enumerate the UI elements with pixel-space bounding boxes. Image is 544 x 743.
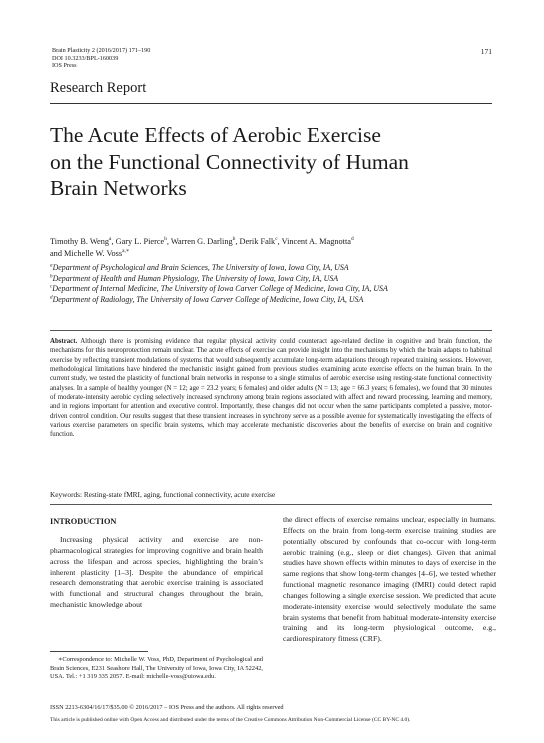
title-line: Brain Networks xyxy=(50,176,187,200)
author-name: , Vincent A. Magnotta xyxy=(277,237,351,246)
affiliation: $^a$Department of Psychological and Brain Sciences, The University of Iowa, Iowa City, IA, USA xyxy=(50,262,349,272)
keywords: Keywords: Resting-state fMRI, aging, functional connectivity, acute exercise xyxy=(50,490,276,499)
page-number: 171 xyxy=(480,47,492,56)
intro-paragraph-left: Increasing physical activity and exercise are non-pharmacological strategies for improving cognitive and brain health across the lifespan and across species, highlighting the brain’s inherent plasticity [1–3]. Despite the abundance of empirical research demonstrating that aerobic exercise training is associated with functional and structural changes throughout the brain, mechanistic knowledge about xyxy=(50,535,263,610)
abstract xyxy=(50,337,492,440)
correspondence-footnote: ∗Correspondence to: Michelle W. Voss, PhD, Department of Psychological and Brain Sciences, E231 Seashore Hall, The University of Iowa, Iowa City, IA 52242, USA. Tel.: +1 319 335 2057. E-mail: michelle-voss@uiowa.edu. xyxy=(50,656,263,681)
journal-citation: Brain Plasticity 2 (2016/2017) 171–190 xyxy=(52,47,151,54)
abstract-top-divider xyxy=(50,330,492,331)
affiliation-list xyxy=(50,263,510,305)
author-name: , Derik Falk xyxy=(235,237,276,246)
keywords-divider xyxy=(50,504,492,505)
intro-paragraph-right: the direct effects of exercise remains unclear, especially in humans. Effects on the brain from long-term exercise training studies are potentially obscured by confounds that co-occur with long-term aerobic training (e.g., sleep or diet changes). Given that animal studies have shown effects within minutes to days of exercise in the same regions that show long-term changes [4–6], we tested whether functional magnetic resonance imaging (fMRI) could detect rapid changes following a single exercise session. We predicted that acute moderate-intensity exercise would selectively modulate the same brain systems that benefit from habitual moderate-intensity exercise training and its long-term physiological outcome, e.g., cardiorespiratory fitness (CRF). xyxy=(283,515,496,644)
abstract-label: Abstract. xyxy=(50,338,78,345)
journal-meta xyxy=(52,47,150,70)
author-name: , Gary L. Pierce xyxy=(111,237,165,246)
affiliation: $^c$Department of Internal Medicine, The University of Iowa Carver College of Medicine, Iowa City, IA, USA xyxy=(50,283,388,294)
author-name: and Michelle W. Voss xyxy=(50,248,123,258)
license-footer: This article is published online with Open Access and distributed under the terms of the Creative Commons Attribution Non-Commercial License (CC BY-NC 4.0). xyxy=(50,717,411,723)
issn-footer: ISSN 2213-6304/16/17/$35.00 © 2016/2017 – IOS Press and the authors. All rights reserved xyxy=(50,704,284,711)
article-type-label: Research Report xyxy=(50,80,147,96)
affiliation: $^d$Department of Radiology, The University of Iowa Carver College of Medicine, Iowa City, IA, USA xyxy=(50,294,364,304)
title-line: The Acute Effects of Aerobic Exercise xyxy=(50,123,381,147)
title-line: on the Functional Connectivity of Human xyxy=(50,149,409,174)
author-name: Timothy B. Weng xyxy=(50,237,110,246)
header-divider xyxy=(50,103,492,104)
article-title xyxy=(50,122,500,202)
publisher-name: IOS Press xyxy=(52,62,77,70)
doi-link[interactable]: DOI 10.3233/BPL-160039 xyxy=(52,54,119,62)
author-name: , Warren G. Darling xyxy=(166,237,233,246)
footnote-divider xyxy=(50,651,148,652)
section-heading-introduction: INTRODUCTION xyxy=(50,517,117,526)
author-list: Timothy B. Weng$^a$, Gary L. Pierce$^b$, Warren G. Darling$^b$, Derik Falk$^c$, Vincent A. Magnotta$^d$ and Michelle W. Voss$^{a,∗}$ xyxy=(50,236,354,258)
abstract-text: Although there is promising evidence that regular physical activity could counteract age-related decline in cognitive and brain function, the mechanisms for this neuroprotection remain unclear. The acute effects of exercise can provide insight into the mechanisms by which the brain adapts to habitual exercise by reflecting transient modulations of systems that would subsequently accumulate long-term adaptations through repeated training sessions. However, methodological limitations have hindered the mechanistic insight gained from previous studies examining acute exercise effects on the human brain. In the current study, we tested the plasticity of functional brain networks in response to a single stimulus of aerobic exercise using resting-state functional connectivity analyses. In a sample of healthy younger (N = 12; age = 23.2 years; 6 females) and older adults (N = 13; age = 66.3 years; 6 females), we found that 30 minutes of moderate-intensity aerobic cycling selectively increased synchrony among brain regions associated with affect and reward processing, learning and memory, and in regions important for attention and executive control. Importantly, these changes did not occur when the same participants completed a passive, motor-driven control condition. Our results suggest that these transient increases in synchrony serve as a possible avenue for systematically investigating the effects of various exercise parameters on specific brain systems, which may accelerate mechanistic discoveries about the benefits of exercise on brain and cognitive function. xyxy=(50,338,492,439)
affiliation: $^b$Department of Health and Human Physiology, The University of Iowa, Iowa City, IA, USA xyxy=(50,272,339,283)
